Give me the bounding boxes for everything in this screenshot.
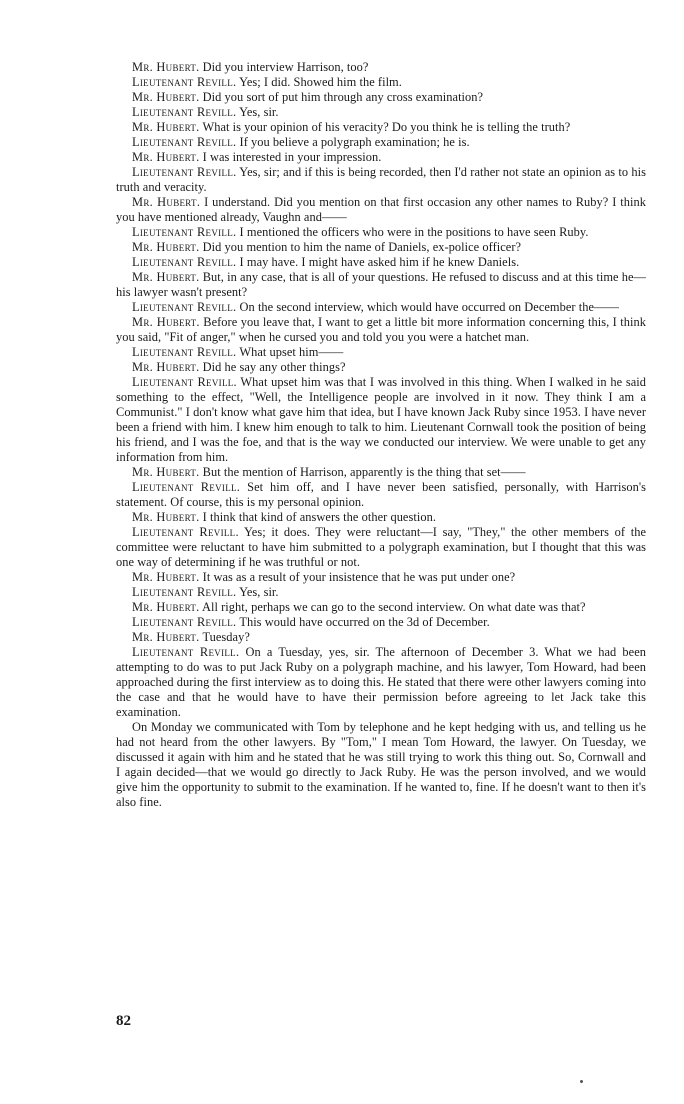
statement-text: But, in any case, that is all of your questions. He refused to discuss and at this time he—his lawyer wasn't present? — [116, 270, 646, 299]
speaker-label: Lieutenant Revill. — [132, 375, 237, 389]
page-number: 82 — [116, 1013, 131, 1029]
speaker-label: Mr. Hubert. — [132, 270, 200, 284]
transcript-paragraph — [116, 645, 646, 720]
speaker-label: Mr. Hubert. — [132, 570, 200, 584]
statement-text: Yes, sir; and if this is being recorded, then I'd rather not state an opinion as to his truth and veracity. — [116, 165, 646, 194]
transcript-paragraph — [116, 360, 646, 375]
scan-speck — [580, 1080, 583, 1083]
statement-text: Yes, sir. — [236, 585, 279, 599]
speaker-label: Lieutenant Revill. — [132, 300, 237, 314]
statement-text: Did you mention to him the name of Daniels, ex-police officer? — [199, 240, 522, 254]
transcript-paragraph — [116, 150, 646, 165]
transcript-paragraph — [116, 195, 646, 225]
statement-text: Did you sort of put him through any cross examination? — [199, 90, 484, 104]
speaker-label: Lieutenant Revill. — [132, 345, 237, 359]
statement-text: If you believe a polygraph examination; he is. — [236, 135, 470, 149]
transcript-paragraph — [116, 75, 646, 90]
statement-text: On Monday we communicated with Tom by telephone and he kept hedging with us, and telling us he had not heard from the other lawyers. By "Tom," I mean Tom Howard, the lawyer. On Tuesday, we discussed it again with him and he stated that he was still trying to work this thing out. So, Cornwall and I again decided—that we would go directly to Jack Ruby. He was the person involved, and we would give him the opportunity to submit to the examination. If he wanted to, fine. If he doesn't want to then it's also fine. — [116, 720, 646, 809]
statement-text: Tuesday? — [199, 630, 250, 644]
speaker-label: Lieutenant Revill. — [132, 615, 237, 629]
statement-text: Yes; it does. They were reluctant—I say, "They," the other members of the committee were reluctant to have him submitted to a polygraph examination, but I thought that this was one way of determining if he was truthful or not. — [116, 525, 646, 569]
transcript-paragraph — [116, 345, 646, 360]
speaker-label: Lieutenant Revill. — [132, 645, 240, 659]
statement-text: It was as a result of your insistence that he was put under one? — [199, 570, 516, 584]
transcript-paragraph — [116, 570, 646, 585]
transcript-paragraph — [116, 60, 646, 75]
statement-text: On the second interview, which would have occurred on December the—— — [236, 300, 619, 314]
transcript-paragraph — [116, 300, 646, 315]
statement-text: I think that kind of answers the other question. — [199, 510, 436, 524]
statement-text: This would have occurred on the 3d of December. — [236, 615, 490, 629]
transcript-paragraph — [116, 720, 646, 810]
speaker-label: Lieutenant Revill. — [132, 225, 237, 239]
statement-text: Yes, sir. — [236, 105, 279, 119]
statement-text: Did you interview Harrison, too? — [199, 60, 369, 74]
transcript-paragraph — [116, 630, 646, 645]
statement-text: What is your opinion of his veracity? Do you think he is telling the truth? — [199, 120, 571, 134]
speaker-label: Mr. Hubert. — [132, 600, 200, 614]
speaker-label: Mr. Hubert. — [132, 360, 200, 374]
speaker-label: Lieutenant Revill. — [132, 585, 237, 599]
transcript-paragraph — [116, 240, 646, 255]
speaker-label: Lieutenant Revill. — [132, 255, 237, 269]
statement-text: I understand. Did you mention on that first occasion any other names to Ruby? I think you have mentioned already, Vaughn and—— — [116, 195, 646, 224]
statement-text: What upset him was that I was involved in this thing. When I walked in he said something to the effect, "Well, the Intelligence people are involved in it now. They think I am a Communist." I don't know what gave him that idea, but I have known Jack Ruby since 1953. I have never been a friend with him. I knew him enough to talk to him. Lieutenant Cornwall took the position of being his friend, and I was the foe, and that is the way we conducted our interview. We were unable to get any information from him. — [116, 375, 646, 464]
transcript-paragraph — [116, 135, 646, 150]
transcript-paragraph — [116, 510, 646, 525]
speaker-label: Mr. Hubert. — [132, 150, 200, 164]
speaker-label: Lieutenant Revill. — [132, 480, 241, 494]
statement-text: Set him off, and I have never been satisfied, personally, with Harrison's statement. Of course, this is my personal opinion. — [116, 480, 646, 509]
transcript-paragraph — [116, 480, 646, 510]
transcript-paragraph — [116, 120, 646, 135]
statement-text: I was interested in your impression. — [199, 150, 382, 164]
speaker-label: Lieutenant Revill. — [132, 135, 237, 149]
statement-text: What upset him—— — [236, 345, 344, 359]
transcript-paragraph — [116, 270, 646, 300]
transcript-paragraph — [116, 315, 646, 345]
transcript-paragraph — [116, 375, 646, 465]
transcript-paragraph — [116, 165, 646, 195]
transcript-paragraph — [116, 105, 646, 120]
transcript-paragraph — [116, 525, 646, 570]
speaker-label: Mr. Hubert. — [132, 630, 200, 644]
speaker-label: Mr. Hubert. — [132, 90, 200, 104]
speaker-label: Mr. Hubert. — [132, 240, 200, 254]
transcript-paragraph — [116, 90, 646, 105]
speaker-label: Mr. Hubert. — [132, 465, 200, 479]
statement-text: I mentioned the officers who were in the positions to have seen Ruby. — [236, 225, 589, 239]
speaker-label: Lieutenant Revill. — [132, 525, 239, 539]
transcript-paragraph — [116, 585, 646, 600]
transcript-paragraph — [116, 600, 646, 615]
transcript-paragraph — [116, 225, 646, 240]
transcript-paragraph — [116, 255, 646, 270]
statement-text: Did he say any other things? — [199, 360, 346, 374]
speaker-label: Mr. Hubert. — [132, 120, 200, 134]
transcript-paragraph — [116, 465, 646, 480]
speaker-label: Mr. Hubert. — [132, 315, 200, 329]
statement-text: I may have. I might have asked him if he knew Daniels. — [236, 255, 520, 269]
speaker-label: Mr. Hubert. — [132, 60, 200, 74]
statement-text: Yes; I did. Showed him the film. — [236, 75, 402, 89]
transcript-body — [116, 60, 646, 810]
statement-text: Before you leave that, I want to get a little bit more information concerning this, I think you said, "Fit of anger," when he cursed you and told you you were a hatchet man. — [116, 315, 646, 344]
speaker-label: Lieutenant Revill. — [132, 165, 237, 179]
statement-text: All right, perhaps we can go to the second interview. On what date was that? — [199, 600, 586, 614]
speaker-label: Mr. Hubert. — [132, 510, 200, 524]
transcript-paragraph — [116, 615, 646, 630]
speaker-label: Lieutenant Revill. — [132, 105, 237, 119]
speaker-label: Lieutenant Revill. — [132, 75, 237, 89]
statement-text: On a Tuesday, yes, sir. The afternoon of December 3. What we had been attempting to do was to put Jack Ruby on a polygraph machine, and his lawyer, Tom Howard, had been approached during the first interview as to doing this. He stated that there were other lawyers coming into the case and that he would have to have their permission before agreeing to let Jack take this examination. — [116, 645, 646, 719]
speaker-label: Mr. Hubert. — [132, 195, 201, 209]
statement-text: But the mention of Harrison, apparently is the thing that set—— — [199, 465, 526, 479]
